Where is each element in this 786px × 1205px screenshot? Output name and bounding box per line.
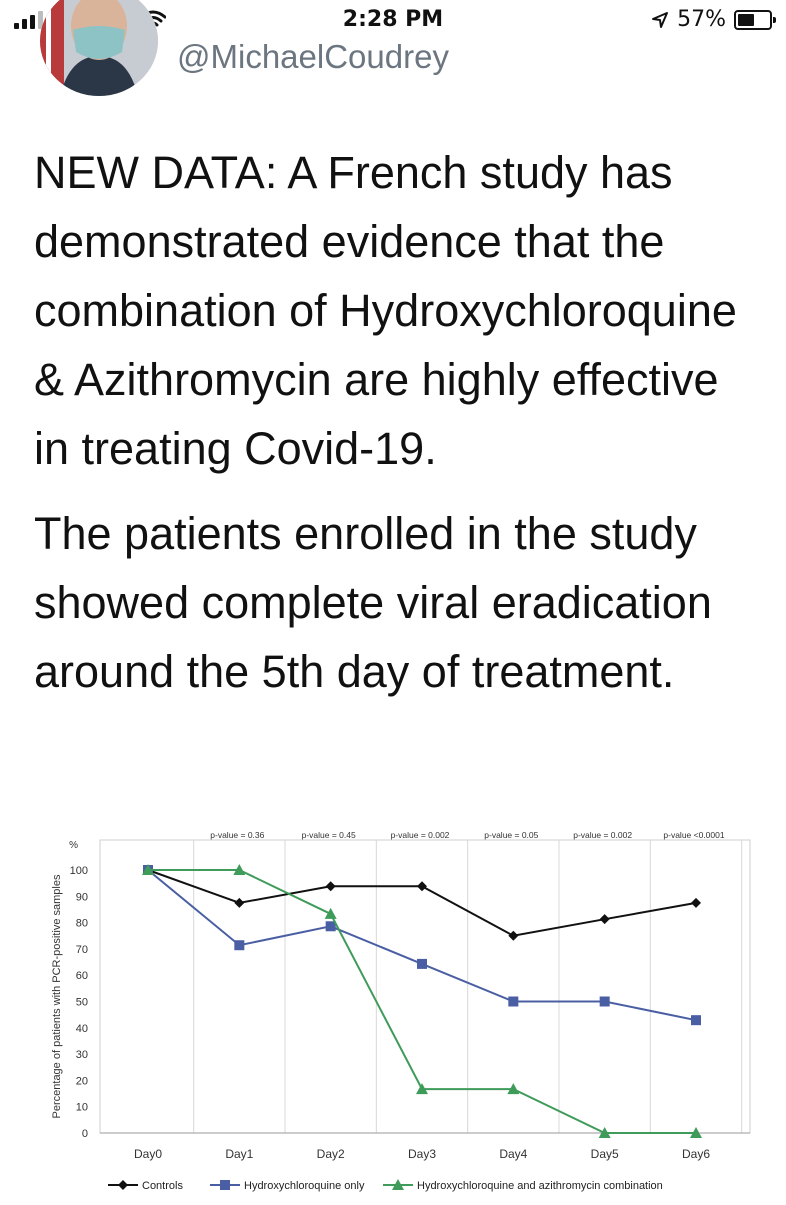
x-tick-label: Day2: [316, 1147, 345, 1161]
tweet-handle[interactable]: @MichaelCoudrey: [177, 38, 449, 75]
p-value-label: p-value = 0.002: [573, 830, 633, 840]
y-tick-label: 0: [81, 1128, 88, 1140]
square-marker: [220, 1180, 230, 1190]
y-tick-label: 20: [75, 1075, 88, 1088]
p-value-label: p-value <0.0001: [663, 830, 725, 840]
status-time: 2:28 PM: [342, 7, 444, 32]
battery-percent: 57%: [677, 7, 726, 32]
tweet-body: [34, 138, 764, 706]
x-tick-label: Day1: [225, 1147, 254, 1161]
p-value-label: p-value = 0.36: [210, 830, 265, 840]
legend-label: Hydroxychloroquine and azithromycin combination: [417, 1180, 663, 1192]
tweet-paragraph: The patients enrolled in the study showed complete viral eradication around the 5th day of treatment.: [34, 508, 712, 697]
y-tick-label: 10: [75, 1101, 88, 1114]
diamond-marker: [417, 881, 427, 891]
square-marker: [600, 997, 610, 1007]
y-tick-label: 100: [69, 865, 88, 877]
p-value-label: p-value = 0.05: [484, 830, 539, 840]
legend-label: Hydroxychloroquine only: [244, 1180, 365, 1192]
y-unit-label: %: [69, 840, 78, 851]
series-line: [148, 870, 696, 936]
tweet-paragraph: NEW DATA: A French study has demonstrated evidence that the combination of Hydroxychloroquine & Azithromycin are highly effective in treating Covid-19.: [34, 147, 737, 474]
y-tick-label: 70: [75, 943, 88, 956]
x-tick-label: Day3: [407, 1147, 437, 1161]
y-tick-label: 30: [75, 1049, 88, 1062]
x-tick-label: Day5: [590, 1147, 619, 1161]
p-value-label: p-value = 0.002: [390, 830, 450, 840]
location-arrow-icon: [651, 11, 669, 29]
square-marker: [691, 1015, 701, 1025]
diamond-marker: [691, 898, 701, 908]
x-tick-label: Day6: [681, 1147, 711, 1161]
chart-image[interactable]: [0, 810, 786, 1200]
diamond-marker: [508, 931, 518, 941]
diamond-marker: [118, 1180, 128, 1190]
square-marker: [417, 959, 427, 969]
y-tick-label: 40: [75, 1022, 88, 1035]
y-tick-label: 90: [75, 891, 88, 904]
p-value-label: p-value = 0.45: [301, 830, 356, 840]
avatar-image: [40, 0, 158, 96]
battery-icon: [734, 10, 772, 30]
y-axis-label: Percentage of patients with PCR-positive samples: [51, 874, 63, 1119]
y-tick-label: 50: [75, 996, 88, 1009]
square-marker: [234, 940, 244, 950]
diamond-marker: [234, 898, 244, 908]
diamond-marker: [326, 881, 336, 891]
x-tick-label: Day0: [133, 1147, 163, 1161]
y-tick-label: 60: [75, 970, 88, 983]
x-tick-label: Day4: [499, 1147, 528, 1161]
triangle-marker: [325, 908, 337, 919]
line-chart: [0, 810, 786, 1200]
status-right: [651, 7, 772, 32]
diamond-marker: [600, 914, 610, 924]
series-line: [148, 870, 696, 1020]
y-tick-label: 80: [75, 917, 88, 930]
avatar[interactable]: [40, 0, 158, 96]
square-marker: [508, 997, 518, 1007]
legend-label: Controls: [142, 1180, 183, 1192]
